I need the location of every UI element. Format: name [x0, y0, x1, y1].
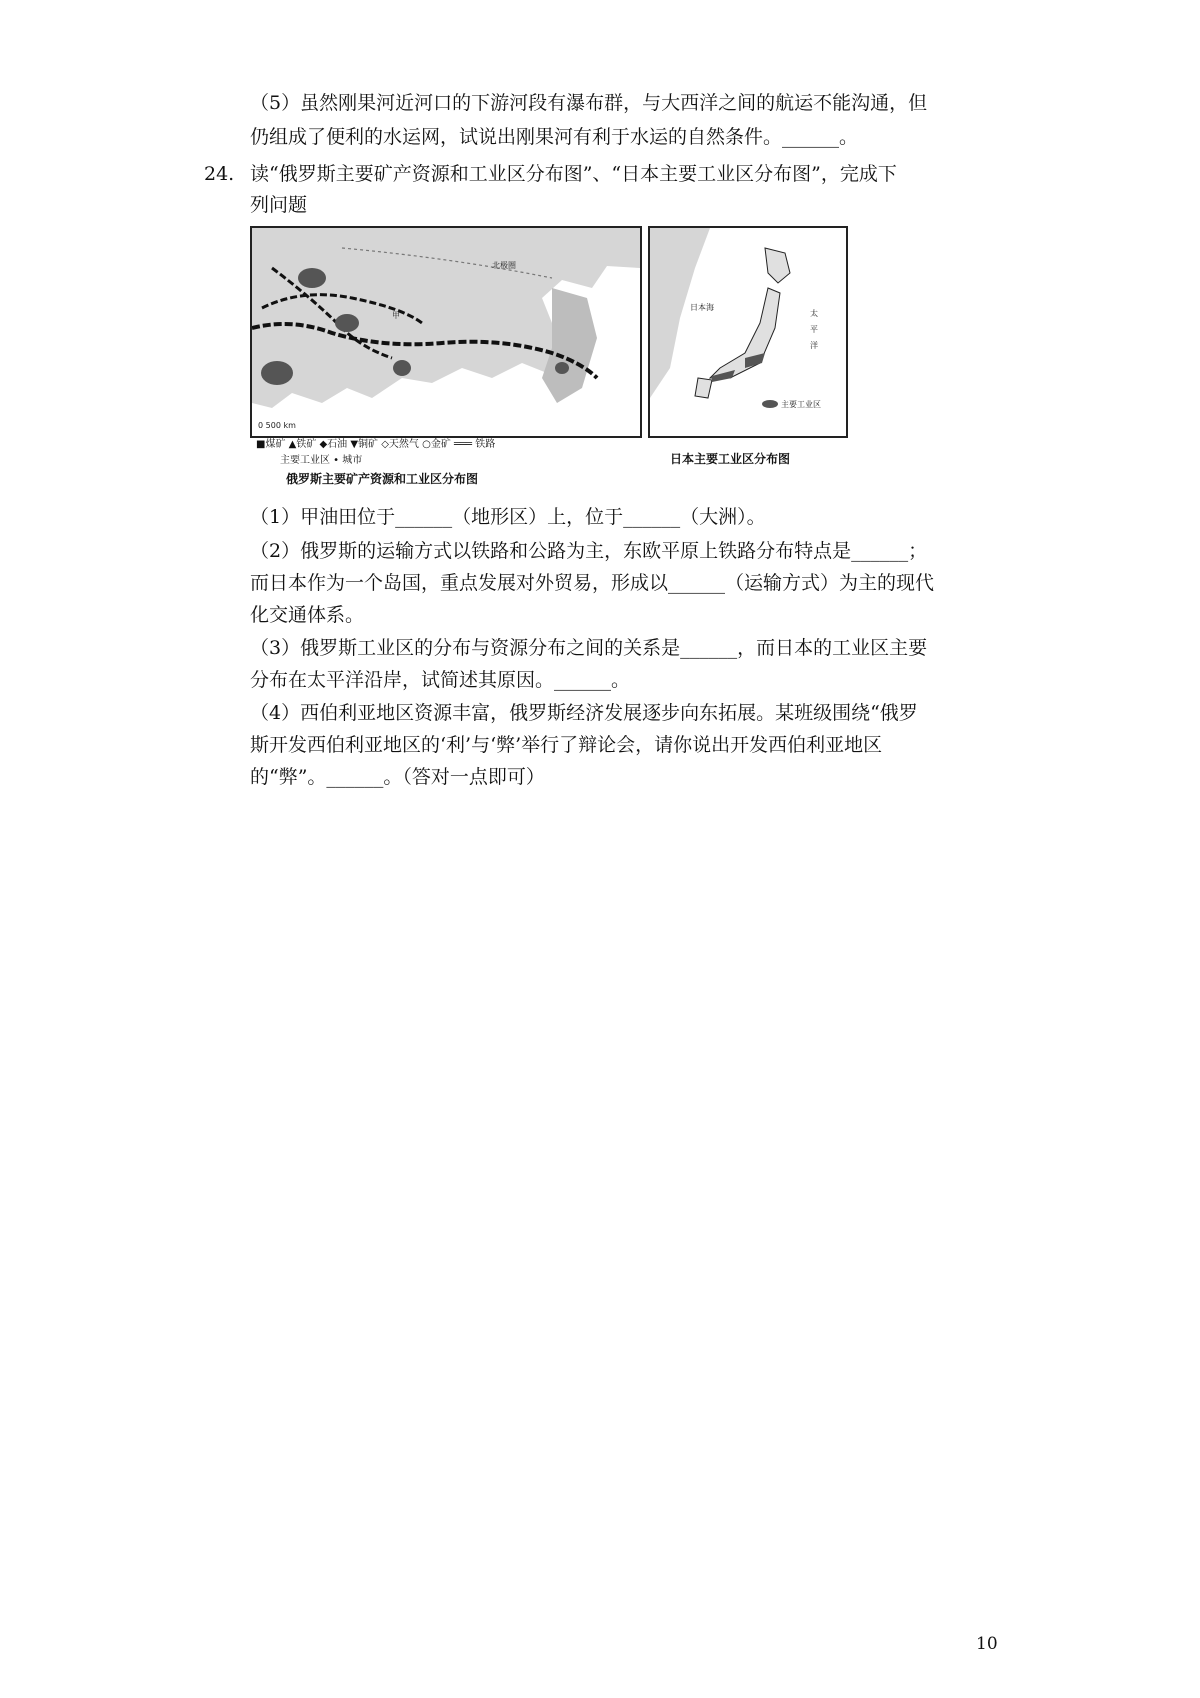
subquestion-4-line-3: 的“弊”。______。（答对一点即可） — [250, 766, 545, 788]
sea-of-japan-label: 日本海 — [690, 303, 714, 312]
subquestion-2-line-3: 化交通体系。 — [250, 604, 365, 626]
subquestion-2-line-1: （2）俄罗斯的运输方式以铁路和公路为主，东欧平原上铁路分布特点是______； — [250, 540, 928, 562]
question-5-line-1: （5）虽然刚果河近河口的下游河段有瀑布群，与大西洋之间的航运不能沟通，但 — [250, 92, 928, 114]
map-figure — [250, 226, 848, 484]
subquestion-3-line-1: （3）俄罗斯工业区的分布与资源分布之间的关系是______，而日本的工业区主要 — [250, 637, 928, 659]
industrial-area-4 — [393, 360, 411, 376]
question-stem-line-2: 列问题 — [250, 194, 308, 216]
arctic-circle-label: 北极圈 — [492, 261, 516, 270]
industrial-area-1 — [298, 268, 326, 288]
pacific-label-1: 太 — [810, 309, 818, 318]
japan-map-graphic — [650, 228, 846, 436]
question-number: 24. — [204, 163, 235, 185]
pacific-label-3: 洋 — [810, 341, 818, 350]
subquestion-1: （1）甲油田位于______（地形区）上，位于______（大洲）。 — [250, 506, 766, 528]
industrial-area-2 — [335, 314, 359, 332]
industrial-area-5 — [555, 362, 569, 374]
russia-legend-line-1: ■煤矿 ▲铁矿 ◆石油 ▼铜矿 ◇天然气 ○金矿 ═══ 铁路 — [256, 439, 496, 450]
russia-map-graphic — [252, 228, 640, 436]
page-number: 10 — [976, 1634, 998, 1654]
subquestion-3-line-2: 分布在太平洋沿岸，试简述其原因。______。 — [250, 669, 631, 691]
scale-label: 0 500 km — [258, 421, 296, 430]
japan-map — [648, 226, 848, 438]
pacific-label-2: 平 — [810, 325, 818, 334]
subquestion-2-line-2: 而日本作为一个岛国，重点发展对外贸易，形成以______（运输方式）为主的现代 — [250, 572, 935, 594]
russia-legend-line-2: 主要工业区 • 城市 — [280, 455, 363, 466]
japan-legend-label: 主要工业区 — [781, 400, 821, 409]
subquestion-4-line-2: 斯开发西伯利亚地区的‘利’与‘弊’举行了辩论会，请你说出开发西伯利亚地区 — [250, 734, 883, 756]
subquestion-4-line-1: （4）西伯利亚地区资源丰富，俄罗斯经济发展逐步向东拓展。某班级围绕“俄罗 — [250, 702, 918, 724]
japan-legend-swatch — [762, 400, 778, 408]
russia-map — [250, 226, 642, 438]
question-stem-line-1: 读“俄罗斯主要矿产资源和工业区分布图”、“日本主要工业区分布图”，完成下 — [250, 163, 897, 185]
industrial-area-3 — [261, 361, 293, 385]
russia-map-caption: 俄罗斯主要矿产资源和工业区分布图 — [286, 472, 479, 486]
japan-map-caption: 日本主要工业区分布图 — [670, 452, 791, 466]
oil-field-label: 甲 — [392, 311, 400, 320]
question-5-line-2: 仍组成了便利的水运网，试说出刚果河有利于水运的自然条件。______。 — [250, 126, 859, 148]
